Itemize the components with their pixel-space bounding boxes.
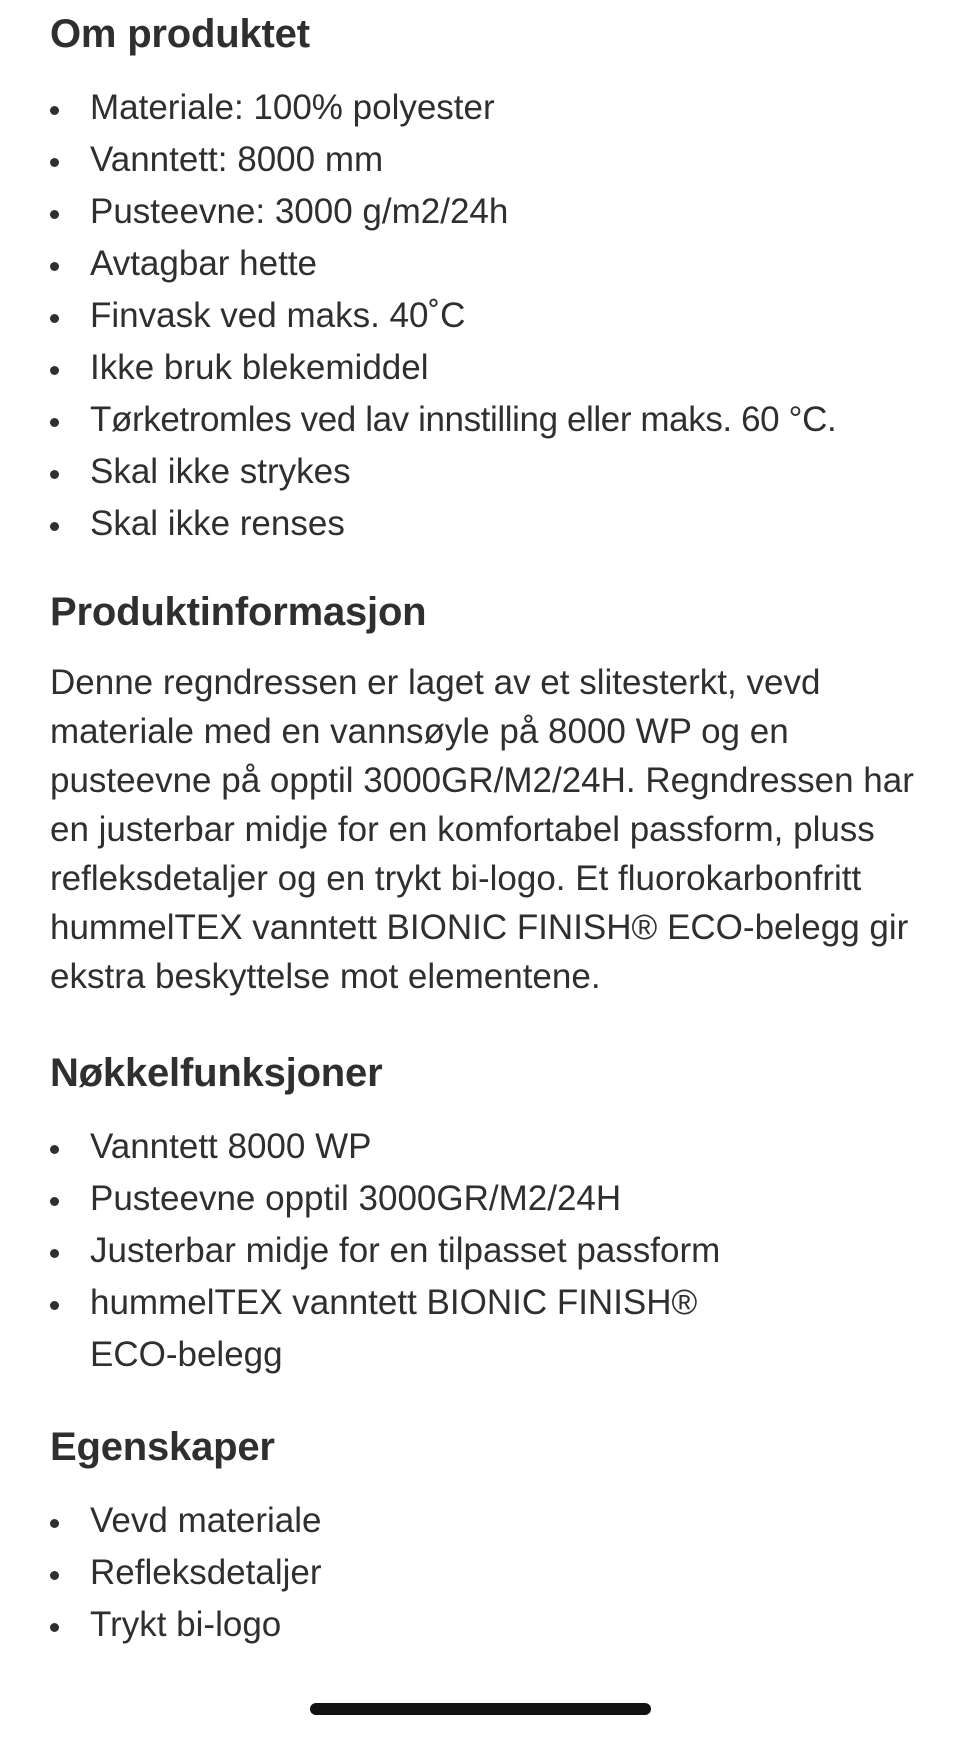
about-list	[50, 82, 930, 550]
list-item: Vevd materiale	[50, 1495, 930, 1547]
properties-list	[50, 1495, 930, 1651]
about-section	[50, 8, 930, 550]
product-info-heading: Produktinformasjon	[50, 590, 427, 634]
list-item: Vanntett 8000 WP	[50, 1121, 930, 1173]
list-item: Justerbar midje for en tilpasset passform	[50, 1225, 930, 1277]
list-item: Vanntett: 8000 mm	[50, 134, 930, 186]
list-item: Tørketromles ved lav innstilling eller maks. 60 °C.	[50, 394, 930, 446]
list-item: Materiale: 100% polyester	[50, 82, 930, 134]
home-indicator[interactable]	[310, 1703, 651, 1715]
list-item: Trykt bi-logo	[50, 1599, 930, 1651]
key-features-section	[50, 1047, 930, 1381]
properties-section	[50, 1421, 930, 1651]
key-features-list	[50, 1121, 930, 1381]
list-item: Pusteevne opptil 3000GR/M2/24H	[50, 1173, 930, 1225]
list-item: Skal ikke renses	[50, 498, 930, 550]
list-item: Avtagbar hette	[50, 238, 930, 290]
list-item: Ikke bruk blekemiddel	[50, 342, 930, 394]
list-item: hummelTEX vanntett BIONIC FINISH® ECO-belegg	[50, 1277, 930, 1381]
list-item: Refleksdetaljer	[50, 1547, 930, 1599]
product-info-text: Denne regndressen er laget av et slitesterkt, vevd materiale med en vannsøyle på 8000 WP og en pusteevne på opptil 3000GR/M2/24H. Regndressen har en justerbar midje for en komfortabel passform, pluss refleksdetaljer og en trykt bi-logo. Et fluorokarbonfritt hummelTEX vanntett BIONIC FINISH® ECO-belegg gir ekstra beskyttelse mot elementene.	[50, 663, 914, 996]
list-item: Pusteevne: 3000 g/m2/24h	[50, 186, 930, 238]
product-details	[50, 8, 930, 1651]
list-item: Skal ikke strykes	[50, 446, 930, 498]
properties-heading: Egenskaper	[50, 1425, 275, 1469]
product-info-section	[50, 586, 930, 1001]
about-heading: Om produktet	[50, 12, 310, 56]
list-item: Finvask ved maks. 40˚C	[50, 290, 930, 342]
key-features-heading: Nøkkelfunksjoner	[50, 1051, 383, 1095]
